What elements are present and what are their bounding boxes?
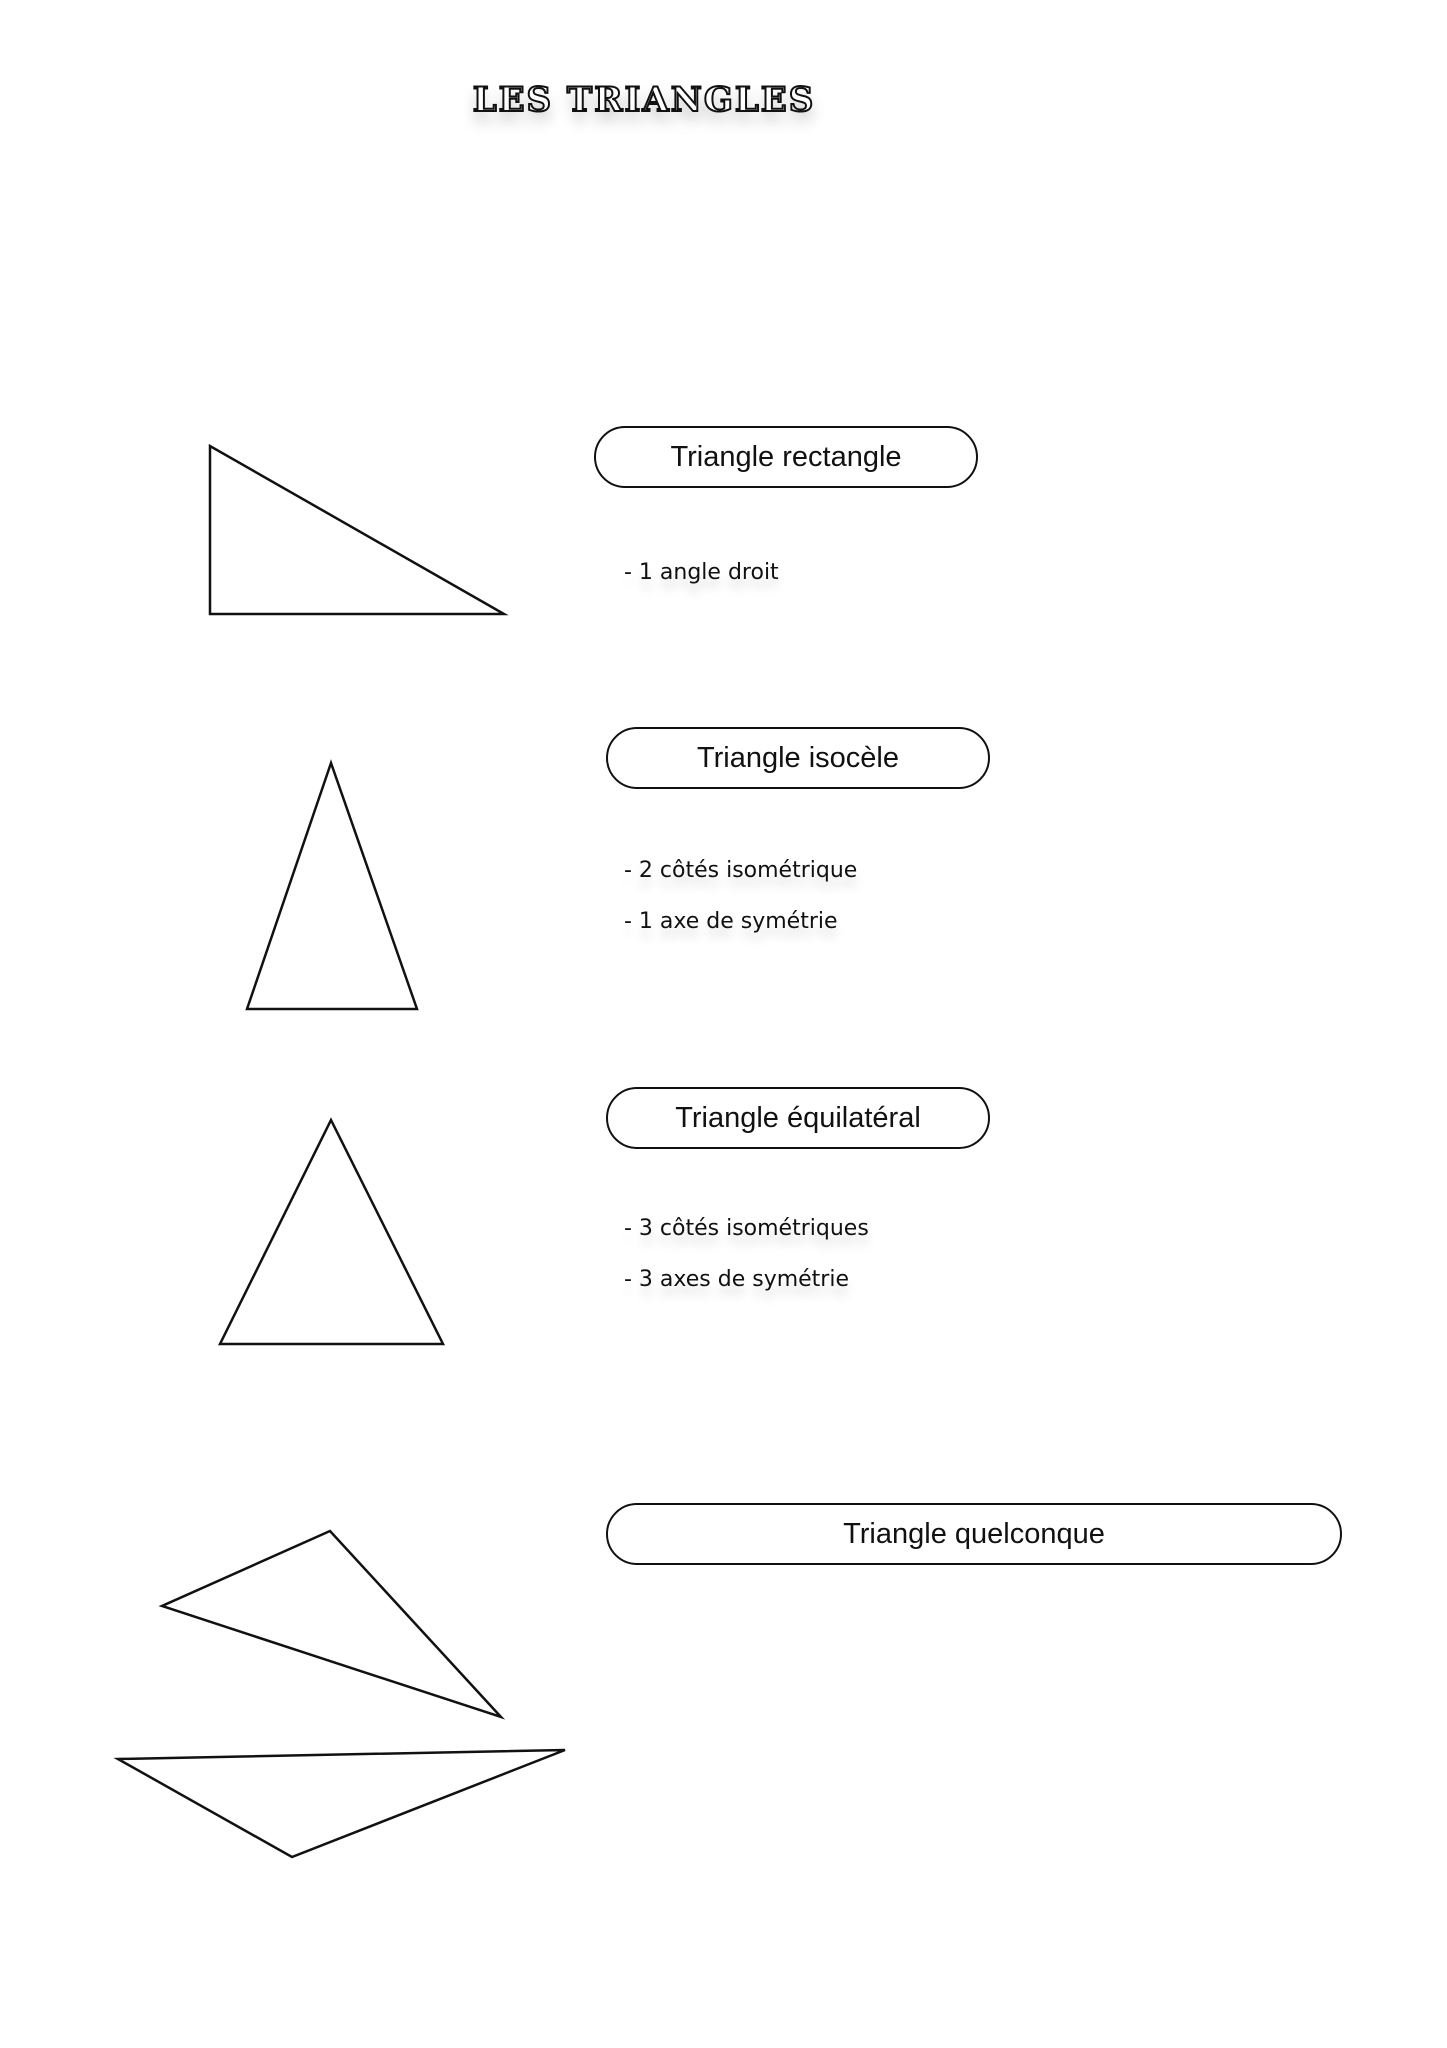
page-title: LES TRIANGLES (472, 80, 816, 120)
right-triangle-shape (210, 446, 504, 614)
label-triangle-quelconque (606, 1503, 1342, 1565)
bullet-item: - 2 côtés isométrique (624, 858, 858, 883)
scalene-triangle-shape-1 (162, 1531, 501, 1717)
isosceles-triangle-shape (247, 763, 417, 1009)
pill-text: Triangle isocèle (696, 741, 900, 774)
label-triangle-equilateral (606, 1087, 990, 1149)
bullet-item: - 1 axe de symétrie (624, 909, 838, 934)
pill-text: Triangle rectangle (670, 440, 902, 473)
equilateral-triangle-shape (220, 1120, 443, 1344)
bullet-item: - 1 angle droit (624, 560, 779, 585)
bullet-item: - 3 axes de symétrie (624, 1267, 849, 1292)
label-triangle-rectangle (594, 426, 978, 488)
bullet-item: - 3 côtés isométriques (624, 1216, 869, 1241)
pill-text: Triangle équilatéral (675, 1101, 921, 1134)
pill-text: Triangle quelconque (843, 1517, 1105, 1550)
label-triangle-isocele (606, 727, 990, 789)
scalene-triangle-shape-2 (118, 1750, 565, 1857)
